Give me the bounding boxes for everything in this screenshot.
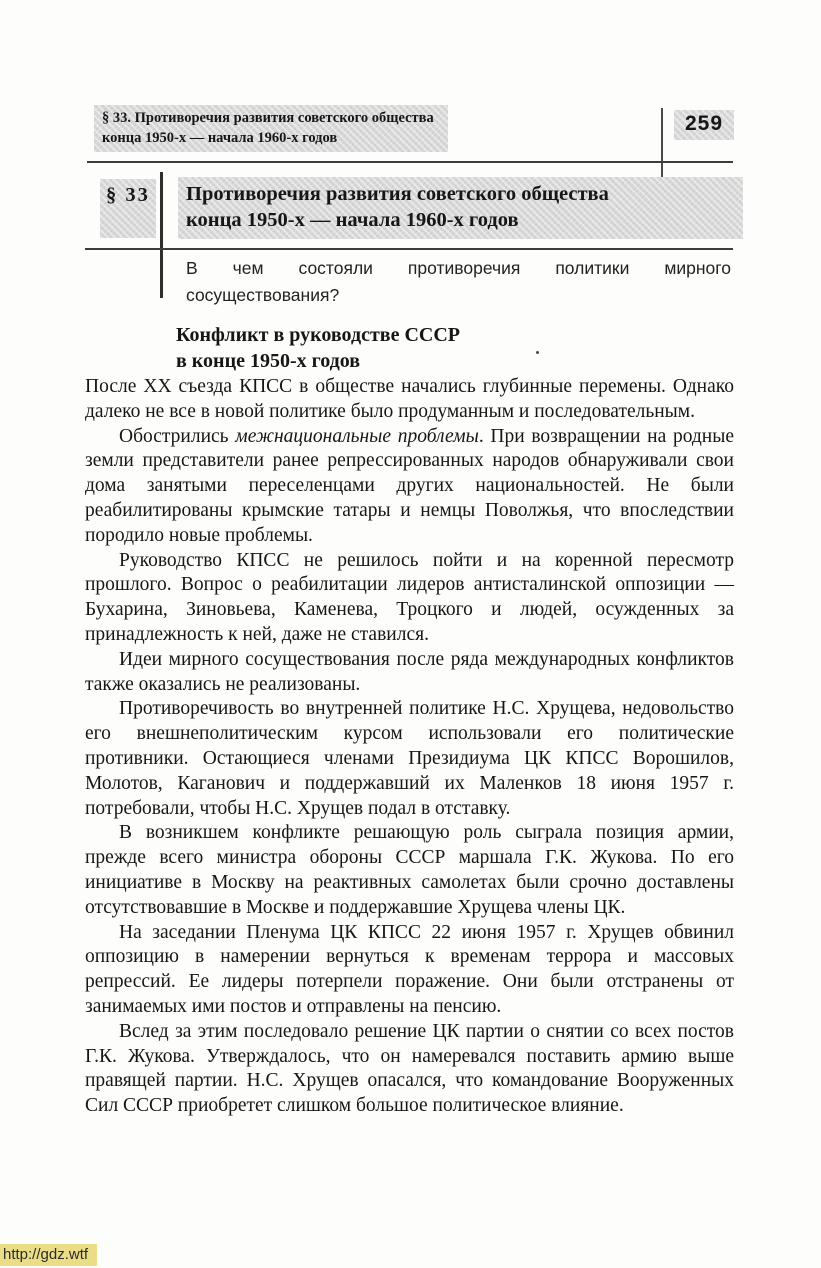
paragraph (85, 1020, 734, 1119)
text-segment: На заседании Пленума ЦК КПСС 22 июня 1957 г. Хрущев обвинил оппозицию в намерении вернуться к временам террора и массовых репрессий. Ее лидеры потерпели поражение. Они были отстранены от занимаемых ими постов и отправлены на пенсию. (85, 921, 734, 1017)
subsection-heading-line1: Конфликт в руководстве СССР (176, 324, 461, 346)
section-vertical-divider (160, 172, 163, 298)
running-header (94, 105, 448, 152)
body-paragraphs (85, 375, 734, 1119)
paragraph (85, 921, 734, 1020)
emphasis-text: межнациональные проблемы (235, 425, 479, 447)
subsection-heading-line2: в конце 1950-х годов (176, 349, 361, 372)
text-segment: Противоречивость во внутренней политике Н.С. Хрущева, недовольство его внешнеполитическим курсом использовали его политические противники. Остающиеся членами Президиума ЦК КПСС Ворошилов, Молотов, Каганович и поддержавший их Маленков 18 июня 1957 г. потребовали, чтобы Н.С. Хрущев подал в отставку. (85, 698, 734, 819)
top-horizontal-rule (87, 161, 733, 163)
text-segment: Идеи мирного сосуществования после ряда международных конфликтов также оказались не реализованы. (85, 648, 734, 695)
section-number: § 33 (100, 179, 156, 238)
running-title-line1: § 33. Противоречия развития советского общества (102, 110, 434, 126)
section-title-line1: Противоречия развития советского общества (186, 183, 609, 205)
section-title-line2: конца 1950-х — начала 1960-х годов (186, 209, 519, 231)
text-segment: Вслед за этим последовало решение ЦК партии о снятии со всех постов Г.К. Жукова. Утверждалось, что он намеревался поставить армию выше правящей партии. Н.С. Хрущев опасался, что командование Вооруженных Сил СССР приобретет слишком большое политическое влияние. (85, 1020, 734, 1117)
text-segment: В возникшем конфликте решающую роль сыграла позиция армии, прежде всего министра обороны СССР маршала Г.К. Жукова. По его инициативе в Москву на реактивных самолетах были срочно доставлены отсутствовавшие в Москве и поддержавшие Хрущева члены ЦК. (85, 822, 734, 918)
paragraph (85, 648, 734, 698)
header-vertical-divider (661, 108, 663, 180)
paragraph (85, 375, 734, 425)
lead-question: В чем состояли противоречия политики мирного сосуществования? (186, 258, 731, 305)
paragraph (85, 697, 734, 821)
text-segment: Обострились (119, 425, 236, 447)
scan-dot-artifact (536, 351, 539, 354)
paragraph (85, 425, 734, 549)
text-segment: Руководство КПСС не решилось пойти и на коренной пересмотр прошлого. Вопрос о реабилитации лидеров антисталинской оппозиции — Бухарина, Зиновьева, Каменева, Троцкого и людей, осужденных за принадлежность к ней, даже не ставился. (85, 549, 734, 645)
text-segment: . При возвращении на родные земли представители ранее репрессированных народов обнаруживали свои дома занятыми переселенцами других национальностей. Не были реабилитированы крымские татары и немцы Поволжья, что впоследствии породило новые проблемы. (85, 425, 734, 546)
subsection-heading (176, 323, 460, 374)
middle-horizontal-rule (85, 248, 733, 250)
watermark-url: http://gdz.wtf (0, 1244, 97, 1266)
section-title (178, 177, 743, 239)
paragraph (85, 821, 734, 920)
text-segment: После ХХ съезда КПСС в обществе начались глубинные перемены. Однако далеко не все в новой политике было продуманным и последовательным. (85, 376, 734, 422)
running-title-line2: конца 1950-х — начала 1960-х годов (102, 130, 338, 146)
paragraph (85, 549, 734, 648)
page-number: 259 (674, 110, 734, 140)
